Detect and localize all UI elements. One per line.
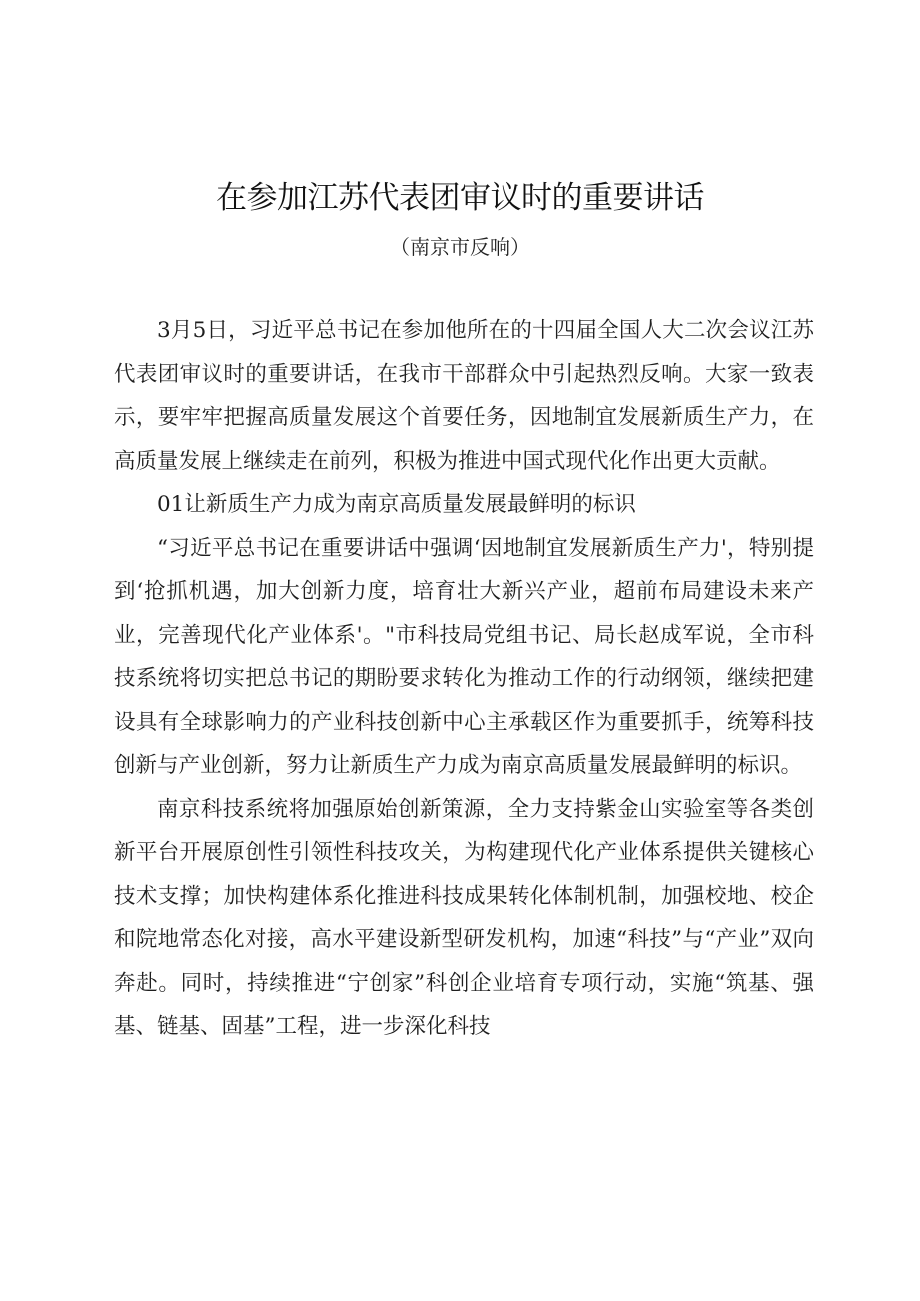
section-heading-01: 01让新质生产力成为南京高质量发展最鲜明的标识 bbox=[157, 492, 636, 517]
paragraph-measures: 南京科技系统将加强原始创新策源，全力支持紫金山实验室等各类创新平台开展原创性引领性科技攻关，为构建现代化产业体系提供关键核心技术支撑；加快构建体系化推进科技成果转化体制机制，加强校地、校企和院地常态化对接，高水平建设新型研发机构，加速“科技”与“产业”双向奔赴。同时，持续推进“宁创家”科创企业培育专项行动，实施“筑基、强基、链基、固基”工程，进一步深化科技 bbox=[114, 796, 814, 1039]
document-body bbox=[114, 309, 814, 1049]
document-title: 在参加江苏代表团审议时的重要讲话 bbox=[216, 180, 704, 216]
document-subtitle: （南京市反响） bbox=[390, 235, 530, 259]
paragraph-intro: 3月5日，习近平总书记在参加他所在的十四届全国人大二次会议江苏代表团审议时的重要讲话，在我市干部群众中引起热烈反响。大家一致表示，要牢牢把握高质量发展这个首要任务，因地制宜发展新质生产力，在高质量发展上继续走在前列，积极为推进中国式现代化作出更大贡献。 bbox=[114, 318, 814, 474]
paragraph-quote: “习近平总书记在重要讲话中强调‘因地制宜发展新质生产力'，特别提到‘抢抓机遇，加大创新力度，培育壮大新兴产业，超前布局建设未来产业，完善现代化产业体系'。"市科技局党组书记、局长赵成军说，全市科技系统将切实把总书记的期盼要求转化为推动工作的行动纲领，继续把建设具有全球影响力的产业科技创新中心主承载区作为重要抓手，统筹科技创新与产业创新，努力让新质生产力成为南京高质量发展最鲜明的标识。 bbox=[114, 535, 814, 778]
